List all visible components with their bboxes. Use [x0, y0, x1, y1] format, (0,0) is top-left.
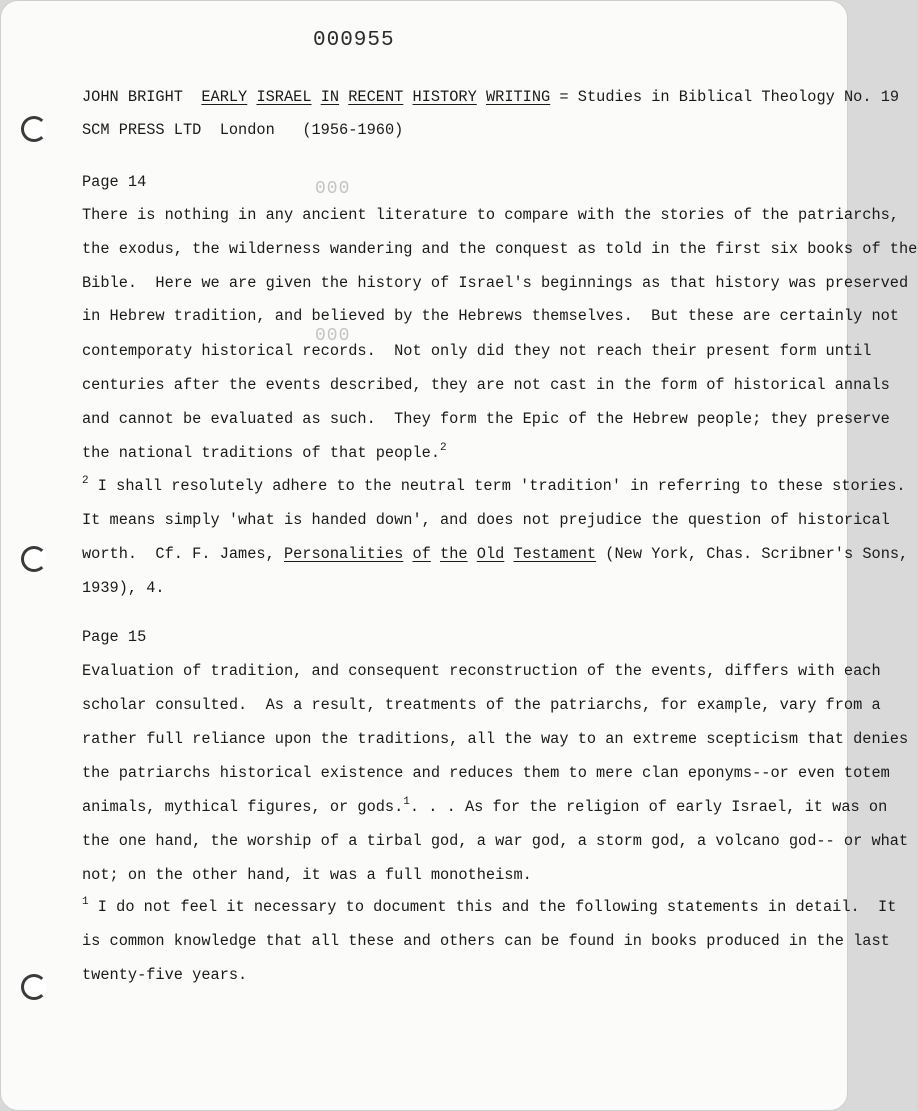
page-label: Page 15 [82, 628, 147, 646]
footnote-text: I do not feel it necessary to document this and the following statements in detail. It [88, 898, 897, 916]
body-line: in Hebrew tradition, and believed by the Hebrews themselves. But these are certainly not [82, 307, 899, 325]
binder-hole-bottom [21, 974, 47, 1000]
title-word: IN [320, 88, 340, 106]
book-title-word: the [440, 545, 468, 563]
title-word: ISRAEL [256, 88, 312, 106]
body-line: contemporaty historical records. Not only did they not reach their present form until [82, 342, 872, 360]
publisher: SCM PRESS LTD [82, 121, 202, 139]
footnote-reference: 1 [403, 796, 410, 808]
footnote-marker: 1 [82, 896, 89, 908]
publisher-line [82, 120, 403, 140]
footnote-text: worth. Cf. F. James, [82, 545, 284, 563]
book-title-word: Testament [513, 545, 597, 563]
footnote-line: It means simply 'what is handed down', and does not prejudice the question of historical [82, 511, 890, 529]
body-line: scholar consulted. As a result, treatments of the patriarchs, for example, vary from a [82, 696, 881, 714]
footnote-reference: 2 [440, 442, 447, 454]
body-line: centuries after the events described, they are not cast in the form of historical annals [82, 376, 890, 394]
footnote-line: twenty-five years. [82, 966, 248, 984]
series-title: Studies in Biblical Theology No. 19 [577, 88, 900, 106]
page-label: Page 14 [82, 173, 147, 191]
footnote-text: (New York, Chas. Scribner's Sons, [596, 545, 909, 563]
footnote-text: I shall resolutely adhere to the neutral term 'tradition' in referring to these stories. [88, 477, 906, 495]
body-line: not; on the other hand, it was a full monotheism. [82, 866, 532, 884]
title-word: WRITING [485, 88, 551, 106]
document-number: 000955 [313, 29, 395, 52]
title-word: HISTORY [412, 88, 477, 106]
citation-line [82, 87, 899, 107]
faint-stamp-mark: 000 [315, 179, 351, 199]
city: London [219, 121, 275, 139]
body-line [82, 443, 447, 463]
book-title-word: Old [476, 545, 505, 563]
separator: = [559, 88, 569, 106]
body-line: and cannot be evaluated as such. They form the Epic of the Hebrew people; they preserve [82, 410, 890, 428]
binder-hole-top [21, 116, 47, 142]
body-text: . . . As for the religion of early Israel, it was on [409, 798, 888, 816]
book-title-word: of [412, 545, 431, 563]
footnote-line [82, 476, 906, 496]
faint-stamp-mark: 000 [315, 326, 351, 346]
body-text: animals, mythical figures, or gods. [82, 798, 404, 816]
title-word: EARLY [201, 88, 248, 106]
author: JOHN BRIGHT [82, 88, 183, 106]
body-line: the exodus, the wilderness wandering and the conquest as told in the first six books of the [82, 240, 917, 258]
body-line: the patriarchs historical existence and reduces them to mere clan eponyms--or even totem [82, 764, 890, 782]
body-line: the one hand, the worship of a tirbal god, a war god, a storm god, a volcano god-- or what [82, 832, 909, 850]
book-title-word: Personalities [283, 545, 404, 563]
binder-hole-middle [21, 546, 47, 572]
body-line: Evaluation of tradition, and consequent reconstruction of the events, differs with each [82, 662, 881, 680]
footnote-line [82, 897, 896, 917]
footnote-line [82, 544, 908, 564]
body-line: rather full reliance upon the traditions, all the way to an extreme scepticism that denies [82, 730, 909, 748]
body-line [82, 797, 887, 817]
body-line: Bible. Here we are given the history of Israel's beginnings as that history was preserved [82, 274, 909, 292]
footnote-line: 1939), 4. [82, 579, 165, 597]
footnote-marker: 2 [82, 475, 89, 487]
footnote-line: is common knowledge that all these and others can be found in books produced in the last [82, 932, 890, 950]
body-line: There is nothing in any ancient literature to compare with the stories of the patriarchs, [82, 206, 899, 224]
title-word: RECENT [348, 88, 404, 106]
body-text: the national traditions of that people. [82, 444, 441, 462]
years: (1956-1960) [302, 121, 404, 139]
